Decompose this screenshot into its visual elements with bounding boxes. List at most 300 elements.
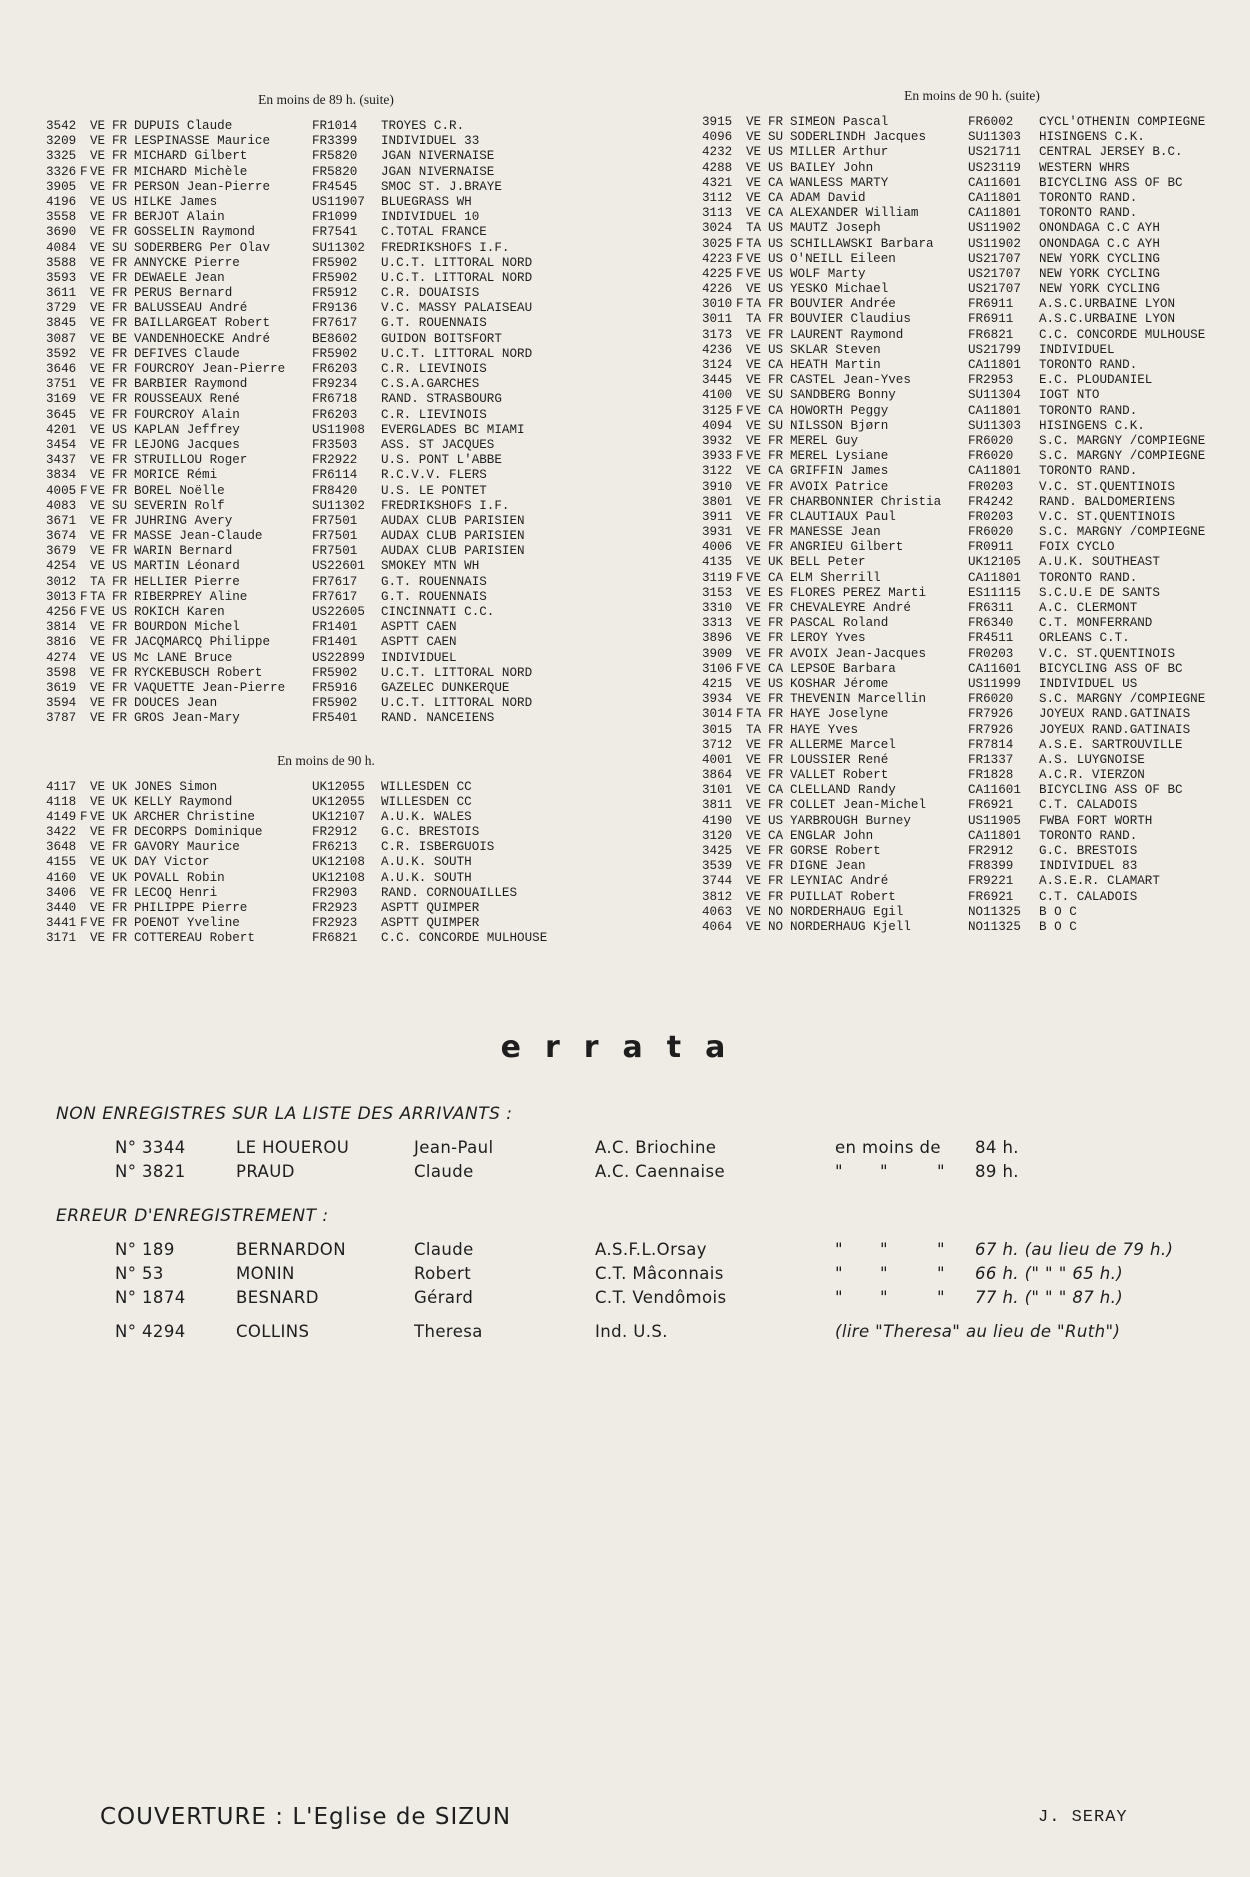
cell-cty: FR [112,210,128,225]
table-row [702,738,1242,753]
cell-code: BE8602 [312,331,358,346]
cell-num: 4236 [702,342,733,357]
cell-cty: FR [768,494,784,509]
cell-cty: US [768,282,784,297]
cell-code: FR0911 [968,540,1014,555]
cell-code: FR6020 [968,433,1014,448]
cell-club: ONONDAGA C.C AYH [1039,221,1160,236]
cell-f [80,681,90,696]
cell-num: 3619 [46,680,77,695]
cell-f [80,392,90,407]
cell-club: U.C.T. LITTORAL NORD [381,696,533,711]
table-row [46,134,606,149]
cell-cat: VE [90,794,106,809]
cell-club: S.C. MARGNY /COMPIEGNE [1039,433,1206,448]
cell-cat: VE [90,620,106,635]
cell-cat: VE [90,240,106,255]
cell-num: 3012 [46,574,77,589]
table-row [46,286,606,301]
cell-club: S.C. MARGNY /COMPIEGNE [1039,449,1206,464]
cell-cty: FR [768,601,784,615]
cell-code: US11999 [968,676,1021,691]
cell-club: INDIVIDUEL [381,650,457,665]
cell-num: 3325 [46,149,77,164]
cell-cty: US [112,559,128,574]
cell-cat: VE [746,433,762,448]
cell-code: US23119 [968,160,1021,175]
cell-name: SCHILLAWSKI Barbara [790,236,934,251]
left-column [46,92,606,947]
table-row [46,453,606,468]
cell-name: MAUTZ Joseph [790,221,881,236]
cell-f [736,677,746,692]
cell-f: F [736,661,744,676]
table-row [702,525,1242,540]
cell-cat: VE [90,931,106,946]
cell-num: 4135 [702,555,733,570]
cell-f [736,874,746,889]
cell-num: 3811 [702,798,733,813]
table-row [46,332,606,347]
cell-code: CA11801 [968,206,1021,221]
cell-club: ASPTT QUIMPER [381,901,480,915]
cell-f [80,286,90,301]
cell-cty: NO [768,904,784,919]
cell-num: 4196 [46,194,77,209]
cell-cat: VE [90,225,106,240]
cell-code: FR7501 [312,513,358,528]
cell-code: FR6020 [968,525,1014,540]
cell-code: CA11801 [968,358,1021,372]
cell-f: F [736,403,744,418]
cell-cat: VE [90,270,106,285]
cell-name: HEATH Martin [790,358,881,372]
cell-code: FR2923 [312,901,358,915]
cell-num: 3593 [46,270,77,285]
cell-cat: VE [746,661,762,676]
cell-club: A.S.E. SARTROUVILLE [1039,737,1183,752]
cell-code: UK12105 [968,555,1021,570]
cell-club: TORONTO RAND. [1039,358,1138,372]
cell-cat: VE [746,190,762,205]
errata-title: errata [500,1030,750,1065]
cell-club: IOGT NTO [1039,388,1100,403]
table-row [702,161,1242,176]
cell-cty: UK [112,794,128,809]
cell-f [80,408,90,423]
cell-code: FR5902 [312,346,358,361]
cell-cat: VE [746,449,762,464]
cell-num: 3024 [702,221,733,236]
cell-f [736,555,746,570]
cell-name: BOURDON Michel [134,620,240,635]
cell-name: STRUILLOU Roger [134,453,248,468]
cell-club: A.S. LUYGNOISE [1039,752,1145,767]
cell-f [80,195,90,210]
cell-code: FR7501 [312,529,358,544]
cell-name: MEREL Lysiane [790,449,889,464]
section-title-90h: En moins de 90 h. [277,752,375,768]
table-row [46,301,606,316]
table-row [702,814,1242,829]
cell-cty: US [768,236,784,251]
cell-f [736,905,746,920]
errata-m2: " [880,1240,888,1259]
cell-code: UK12107 [312,809,365,824]
cell-f: F [80,483,88,498]
cell-num: 3313 [702,616,733,631]
cell-cty: FR [112,134,128,149]
cell-cat: VE [746,768,762,783]
cell-cat: VE [90,885,106,900]
cell-code: FR6203 [312,407,358,422]
cell-code: FR6821 [312,931,358,946]
cell-cty: FR [768,798,784,813]
cell-name: KAPLAN Jeffrey [134,422,240,437]
cell-name: ELM Sherrill [790,570,881,585]
cell-name: CLAUTIAUX Paul [790,509,896,524]
cell-cat: VE [746,266,762,281]
cell-cat: VE [90,696,106,711]
cell-name: GROS Jean-Mary [134,711,240,726]
cell-club: INDIVIDUEL 83 [1039,859,1138,874]
errata-m1: " [835,1162,843,1181]
cell-cty: FR [768,373,784,388]
cell-name: PASCAL Roland [790,616,889,631]
errata-m3: " [937,1240,945,1259]
cell-num: 4117 [46,779,77,794]
table-row [46,886,606,901]
table-row [46,423,606,438]
cell-name: LOUSSIER René [790,752,889,767]
table-row [702,358,1242,373]
cell-f [736,540,746,555]
cell-club: C.TOTAL FRANCE [381,225,487,240]
table-row [702,419,1242,434]
cell-num: 3744 [702,874,733,889]
cell-num: 3911 [702,509,733,524]
cell-club: BICYCLING ASS OF BC [1039,661,1183,676]
cell-num: 3648 [46,840,77,855]
cell-name: HELLIER Pierre [134,574,240,589]
cell-club: TORONTO RAND. [1039,190,1138,205]
cell-f [736,829,746,844]
table-row [702,829,1242,844]
cell-f [736,373,746,388]
table-row [702,130,1242,145]
cell-cty: CA [768,358,784,372]
cell-cat: TA [746,722,762,737]
cell-code: SU11304 [968,388,1021,403]
errata-no: N° 3821 [115,1162,186,1181]
cell-f [80,901,90,916]
cell-cty: US [768,676,784,691]
cell-cty: FR [112,825,128,840]
cell-club: CYCL'OTHENIN COMPIEGNE [1039,115,1206,129]
cell-cat: VE [90,559,106,574]
cell-code: US22899 [312,650,365,665]
cell-code: FR7617 [312,589,358,604]
cell-cat: VE [746,479,762,494]
cell-code: FR1337 [968,752,1014,767]
cell-code: US11905 [968,813,1021,828]
cell-num: 3679 [46,544,77,559]
cell-club: C.C. CONCORDE MULHOUSE [1039,327,1206,342]
table-row [702,677,1242,692]
cell-code: US11908 [312,422,365,437]
cell-f [736,115,746,130]
cell-code: FR7541 [312,225,358,240]
cell-cat: VE [90,301,106,316]
cell-num: 3909 [702,646,733,661]
cell-num: 4063 [702,904,733,919]
errata-subhead-not-registered: NON ENREGISTRES SUR LA LISTE DES ARRIVANTS : [56,1104,513,1124]
cell-cty: CA [768,403,784,418]
cell-cty: NO [768,919,784,934]
cell-cat: VE [746,418,762,433]
errata-last: BERNARDON [236,1240,346,1259]
table-row [702,920,1242,935]
cell-name: NORDERHAUG Egil [790,904,904,919]
cell-cat: VE [746,889,762,904]
cell-name: GOSSELIN Raymond [134,225,255,240]
cell-club: WILLESDEN CC [381,779,472,794]
cell-club: NEW YORK CYCLING [1039,266,1160,281]
errata-last: COLLINS [236,1322,310,1341]
cell-code: US11907 [312,194,365,209]
cell-cty: FR [768,509,784,524]
cell-num: 4288 [702,160,733,175]
cell-name: SKLAR Steven [790,342,881,357]
cell-num: 4005 [46,483,77,498]
cell-num: 3112 [702,190,733,205]
cell-cat: VE [90,331,106,346]
cell-name: ANGRIEU Gilbert [790,540,904,555]
cell-cty: FR [768,312,784,327]
cell-num: 3441 [46,916,77,931]
cell-club: TORONTO RAND. [1039,570,1138,585]
cell-cat: VE [90,680,106,695]
table-row [46,256,606,271]
cell-cty: FR [112,468,128,483]
cell-club: JGAN NIVERNAISE [381,164,495,179]
cell-num: 3558 [46,210,77,225]
errata-h: 66 h. (" " " 65 h.) [975,1264,1124,1283]
cell-club: A.S.C.URBAINE LYON [1039,312,1176,327]
cell-name: ALLERME Marcel [790,737,896,752]
cell-code: FR9234 [312,377,358,392]
cell-name: JONES Simon [134,779,218,794]
cell-cty: US [112,194,128,209]
cell-f [80,149,90,164]
cell-num: 3934 [702,692,733,707]
table-row [46,681,606,696]
cell-club: INDIVIDUEL 33 [381,134,480,149]
cell-club: CENTRAL JERSEY B.C. [1039,145,1183,160]
cell-name: KELLY Raymond [134,794,233,809]
cell-num: 4215 [702,676,733,691]
cell-name: FOURCROY Alain [134,407,240,422]
cell-cat: VE [90,210,106,225]
cell-code: CA11801 [968,190,1021,205]
table-row [46,529,606,544]
cell-f [736,692,746,707]
cell-code: FR8420 [312,483,358,498]
cell-num: 3425 [702,844,733,858]
cell-cty: FR [112,589,128,604]
table-row [46,468,606,483]
table-row [46,795,606,810]
cell-name: COTTEREAU Robert [134,931,255,946]
cell-num: 4254 [46,559,77,574]
table-row [702,616,1242,631]
cell-club: RAND. STRASBOURG [381,392,502,407]
cell-club: TORONTO RAND. [1039,464,1138,479]
errata-m2: " [880,1264,888,1283]
cell-code: FR3399 [312,134,358,149]
cell-f [736,753,746,768]
cell-club: TORONTO RAND. [1039,206,1138,221]
cell-cat: VE [90,134,106,149]
cell-num: 4084 [46,240,77,255]
cell-code: FR0203 [968,646,1014,661]
cell-num: 3646 [46,362,77,376]
cell-cty: FR [112,407,128,422]
cell-num: 3153 [702,585,733,600]
cell-cty: FR [112,680,128,695]
cell-club: AUDAX CLUB PARISIEN [381,544,525,559]
cell-code: FR8399 [968,859,1014,874]
cell-club: S.C. MARGNY /COMPIEGNE [1039,525,1206,540]
table-row [46,347,606,362]
cell-num: 3931 [702,525,733,540]
cell-club: TORONTO RAND. [1039,828,1138,843]
cell-cat: TA [746,236,762,251]
cell-cat: VE [746,737,762,752]
right-column [702,88,1242,935]
cell-cty: FR [768,722,784,737]
cell-cat: VE [746,342,762,357]
table-row [702,707,1242,722]
table-row [702,874,1242,889]
cell-club: INDIVIDUEL 10 [381,210,480,225]
cell-club: C.R. ISBERGUOIS [381,840,495,855]
cell-club: G.C. BRESTOIS [1039,844,1138,858]
cell-name: PUILLAT Robert [790,889,896,904]
errata-no: N° 3344 [115,1138,186,1157]
cell-num: 3594 [46,696,77,711]
cell-club: C.R. LIEVINOIS [381,407,487,422]
cell-num: 3440 [46,901,77,915]
cell-club: R.C.V.V. FLERS [381,468,487,483]
cell-name: ROKICH Karen [134,605,225,619]
cell-name: GAVORY Maurice [134,840,240,855]
cell-f: F [736,707,744,722]
cell-club: ORLEANS C.T. [1039,631,1130,646]
cell-name: MICHARD Gilbert [134,149,248,164]
cell-code: US21707 [968,282,1021,297]
cell-f [736,388,746,403]
cell-cat: VE [746,783,762,798]
cell-num: 3122 [702,464,733,479]
cell-code: FR2912 [312,825,358,840]
cell-cat: VE [90,665,106,680]
table-row [46,225,606,240]
cell-f: F [80,589,88,604]
cell-num: 3598 [46,665,77,680]
cell-code: FR6921 [968,889,1014,904]
table-row [702,464,1242,479]
cell-cty: FR [112,255,128,270]
errata-m3: " [937,1162,945,1181]
cell-cat: VE [90,362,106,376]
cell-name: VANDENHOECKE André [134,331,271,346]
cell-name: SIMEON Pascal [790,115,889,129]
cell-f [80,559,90,574]
cell-name: BOUVIER Andrée [790,297,896,312]
errata-first: Theresa [414,1322,483,1341]
cell-cty: FR [112,574,128,589]
table-row [46,651,606,666]
cell-name: WOLF Marty [790,266,866,281]
cell-club: C.T. CALADOIS [1039,889,1138,904]
cell-num: 3592 [46,346,77,361]
cell-f [80,620,90,635]
cell-cat: VE [746,327,762,342]
cell-cty: FR [768,707,784,722]
cell-f [736,419,746,434]
table-row [702,647,1242,662]
cell-code: FR6911 [968,297,1014,312]
table-row [46,666,606,681]
cell-code: FR1828 [968,768,1014,783]
cell-f [80,931,90,946]
cell-cat: VE [90,407,106,422]
table-row [702,890,1242,905]
errata-no: N° 53 [115,1264,164,1283]
cell-cat: TA [90,589,106,604]
cell-cty: FR [768,327,784,342]
cell-cat: TA [746,312,762,327]
cell-cat: VE [90,544,106,559]
table-row [702,373,1242,388]
section-title-90h-suite: En moins de 90 h. (suite) [904,88,1040,103]
cell-f [736,738,746,753]
cell-name: ADAM David [790,190,866,205]
cell-cty: US [768,145,784,160]
cell-name: DOUCES Jean [134,696,218,711]
cell-num: 3729 [46,301,77,316]
author-credit: J. SERAY [1038,1808,1128,1827]
cell-code: FR4545 [312,179,358,194]
cell-name: DECORPS Dominique [134,825,263,840]
cell-f [736,510,746,525]
cell-cty: FR [112,901,128,915]
cell-name: HAYE Yves [790,722,859,737]
cell-cat: VE [746,904,762,919]
cell-f: F [80,164,88,179]
cell-name: PERUS Bernard [134,286,233,301]
cell-num: 4201 [46,422,77,437]
table-row [46,780,606,795]
cell-cat: VE [90,779,106,794]
cell-cty: FR [112,453,128,468]
table-row [46,165,606,180]
cell-code: CA11801 [968,403,1021,418]
table-row [46,810,606,825]
cell-cty: US [768,251,784,266]
cell-cty: FR [768,874,784,889]
